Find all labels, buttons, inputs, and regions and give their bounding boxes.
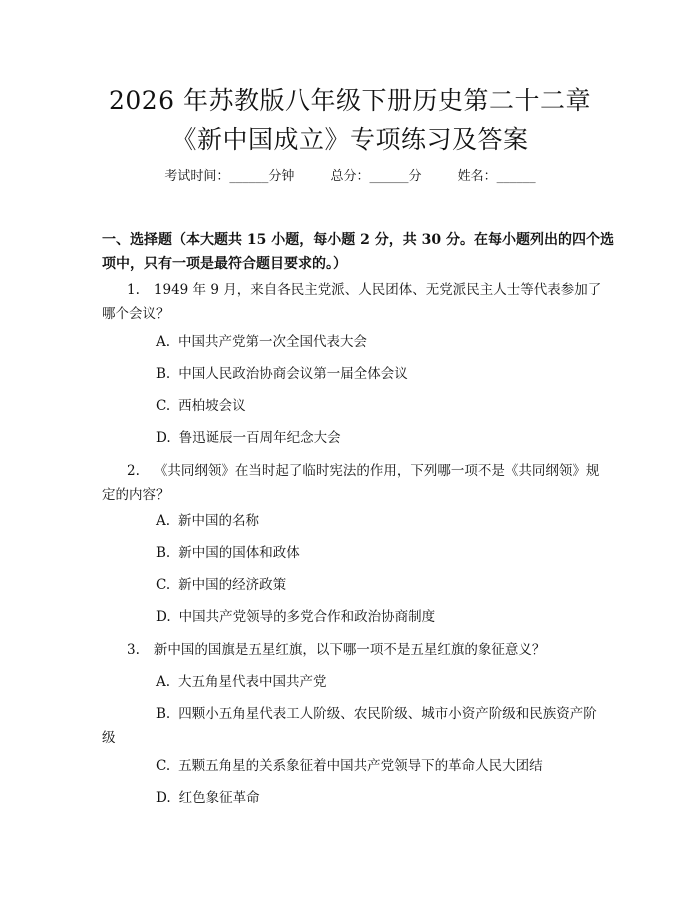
document-title-line-1: 2026 年苏教版八年级下册历史第二十二章 <box>108 86 592 115</box>
option-text: 中国人民政治协商会议第一届全体会议 <box>178 366 408 382</box>
option-text: 红色象征革命 <box>178 790 260 806</box>
option-letter: A. <box>156 513 171 529</box>
option-letter: D. <box>156 609 171 625</box>
option-text: 中国共产党领导的多党合作和政治协商制度 <box>178 609 436 625</box>
option-letter: A. <box>156 334 171 350</box>
question-1-option-c <box>102 394 610 418</box>
option-text: 大五角星代表中国共产党 <box>178 674 327 690</box>
question-2 <box>102 459 610 507</box>
option-letter: A. <box>156 674 171 690</box>
option-text: 四颗小五角星代表工人阶级、农民阶级、城市小资产阶级和民族资产阶级 <box>102 706 597 746</box>
document-title-line-2: 《新中国成立》专项练习及答案 <box>171 125 529 154</box>
question-3-option-c <box>102 754 610 778</box>
question-2-option-b <box>102 541 610 565</box>
question-text: 1949 年 9 月，来自各民主党派、人民团体、无党派民主人士等代表参加了哪个会议？ <box>102 282 602 322</box>
question-text: 新中国的国旗是五星红旗，以下哪一项不是五星红旗的象征意义？ <box>153 642 546 658</box>
exam-meta-row <box>0 167 700 187</box>
option-letter: B. <box>156 545 171 561</box>
option-text: 新中国的国体和政体 <box>178 545 300 561</box>
question-1 <box>102 278 610 326</box>
option-text: 新中国的经济政策 <box>178 577 287 593</box>
question-number: 2. <box>127 463 140 479</box>
question-1-option-a <box>102 330 610 354</box>
section-heading-multiple-choice: 一、选择题（本大题共 15 小题，每小题 2 分，共 30 分。在每小题列出的四个选项中，只有一项是最符合题目要求的。） <box>102 232 614 272</box>
option-letter: C. <box>156 758 171 774</box>
question-number: 1. <box>127 282 140 298</box>
option-letter: B. <box>156 706 171 722</box>
option-text: 新中国的名称 <box>178 513 260 529</box>
option-text: 西柏坡会议 <box>178 398 246 414</box>
option-letter: B. <box>156 366 171 382</box>
option-letter: C. <box>156 398 171 414</box>
option-letter: D. <box>156 790 171 806</box>
question-3 <box>102 638 610 662</box>
exam-time-field: 考试时间：______分钟 <box>164 169 295 184</box>
question-3-option-b <box>102 702 610 750</box>
question-1-option-d <box>102 426 610 450</box>
option-text: 中国共产党第一次全国代表大会 <box>178 334 368 350</box>
question-2-option-d <box>102 605 610 629</box>
total-score-field: 总分：______分 <box>330 169 422 184</box>
question-1-option-b <box>102 362 610 386</box>
option-text: 鲁迅诞辰一百周年纪念大会 <box>178 430 341 446</box>
question-number: 3. <box>127 642 140 658</box>
question-3-option-d <box>102 786 610 810</box>
option-letter: C. <box>156 577 171 593</box>
option-text: 五颗五角星的关系象征着中国共产党领导下的革命人民大团结 <box>178 758 543 774</box>
question-2-option-c <box>102 573 610 597</box>
question-3-option-a <box>102 670 610 694</box>
option-letter: D. <box>156 430 171 446</box>
student-name-field: 姓名：______ <box>457 169 536 184</box>
question-2-option-a <box>102 509 610 533</box>
question-text: 《共同纲领》在当时起了临时宪法的作用，下列哪一项不是《共同纲领》规定的内容？ <box>102 463 600 503</box>
